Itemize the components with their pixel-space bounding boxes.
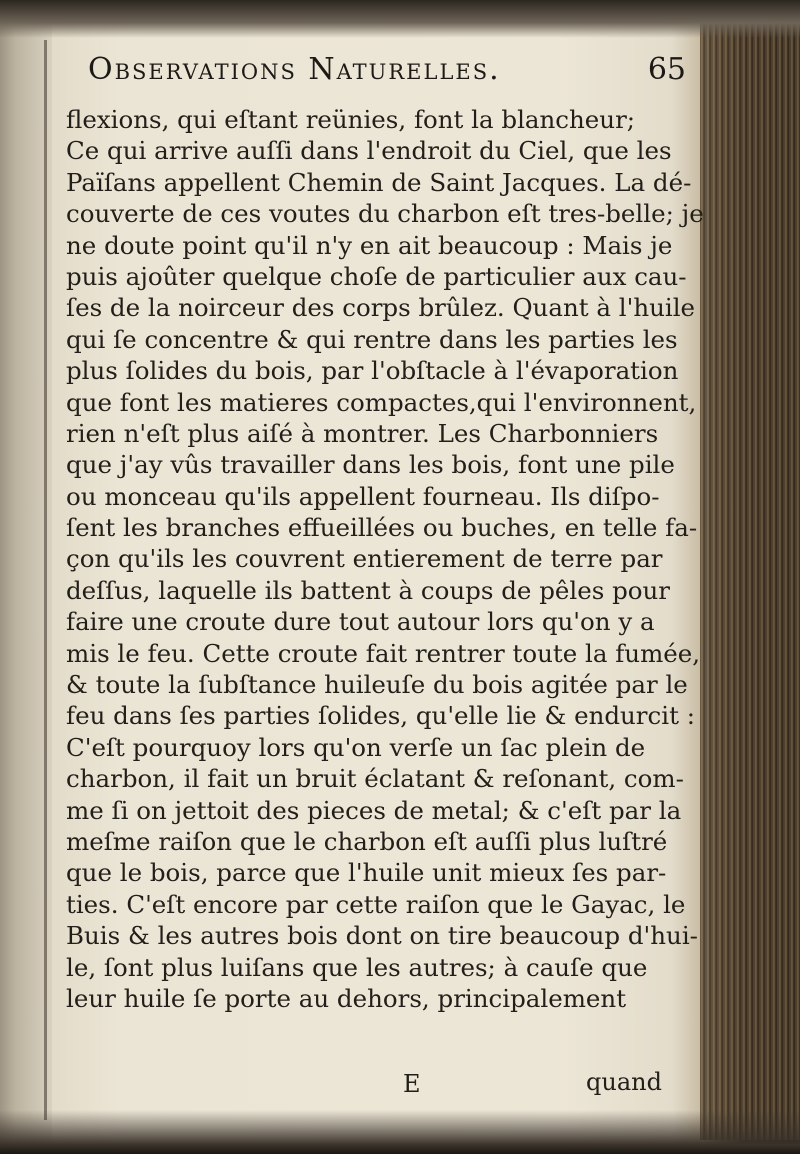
text-line: mis le feu. Cette croute fait rentrer toute la fumée,	[66, 638, 701, 668]
page-edges	[700, 20, 800, 1140]
text-line: puis ajoûter quelque choſe de particulier aux cau-	[66, 261, 687, 291]
text-line: ſes de la noirceur des corps brûlez. Quant à l'huile	[66, 293, 696, 323]
signature-mark: E	[403, 1070, 421, 1098]
text-line: que le bois, parce que l'huile unit mieux ſes par-	[66, 858, 667, 888]
text-line: plus ſolides du bois, par l'obſtacle à l'évaporation	[66, 356, 679, 386]
text-line: leur huile ſe porte au dehors, principalement	[66, 983, 627, 1013]
text-line: çon qu'ils les couvrent entierement de terre par	[66, 544, 663, 574]
catchword: quand	[586, 1068, 662, 1096]
text-line: que font les matieres compactes,qui l'environnent,	[66, 387, 697, 417]
text-line: Ce qui arrive auſſi dans l'endroit du Ciel, que les	[66, 136, 672, 166]
text-line: ſent les branches effueillées ou buches, en telle fa-	[66, 513, 698, 543]
text-line: flexions, qui eſtant reünies, font la blancheur;	[66, 105, 636, 134]
text-line: & toute la ſubſtance huileuſe du bois agitée par le	[66, 670, 688, 700]
body-text	[66, 104, 706, 1014]
text-line: meſme raiſon que le charbon eſt auſſi plus luſtré	[66, 826, 668, 856]
running-head: Observations Naturelles.	[88, 52, 501, 87]
text-line: me ſi on jettoit des pieces de metal; & c'eſt par la	[66, 795, 682, 825]
page-header	[88, 52, 688, 102]
text-line: ties. C'eſt encore par cette raiſon que le Gayac, le	[66, 889, 686, 919]
text-line: charbon, il fait un bruit éclatant & reſonant, com-	[66, 764, 684, 794]
text-line: couverte de ces voutes du charbon eſt tres-belle; je	[66, 199, 704, 229]
text-line: C'eſt pourquoy lors qu'on verſe un ſac plein de	[66, 732, 646, 762]
gutter-shadow-line	[44, 40, 47, 1120]
text-line: Païſans appellent Chemin de Saint Jacques. La dé-	[66, 167, 692, 197]
text-line: deſſus, laquelle ils battent à coups de pêles pour	[66, 575, 670, 605]
text-line: rien n'eſt plus aiſé à montrer. Les Charbonniers	[66, 418, 659, 448]
text-line: que j'ay vûs travailler dans les bois, font une pile	[66, 450, 675, 480]
text-line: ou monceau qu'ils appellent fourneau. Ils diſpo-	[66, 481, 660, 511]
text-line: le, ſont plus luiſans que les autres; à cauſe que	[66, 952, 648, 982]
text-line: ne doute point qu'il n'y en ait beaucoup : Mais je	[66, 230, 673, 260]
page-number: 65	[647, 52, 686, 87]
bottom-shadow	[0, 1110, 800, 1154]
top-shadow	[0, 0, 800, 38]
text-line: feu dans ſes parties ſolides, qu'elle lie & endurcit :	[66, 701, 695, 731]
text-line: faire une croute dure tout autour lors qu'on y a	[66, 607, 655, 637]
text-line: qui ſe concentre & qui rentre dans les parties les	[66, 324, 678, 354]
text-line: Buis & les autres bois dont on tire beaucoup d'hui-	[66, 921, 698, 951]
